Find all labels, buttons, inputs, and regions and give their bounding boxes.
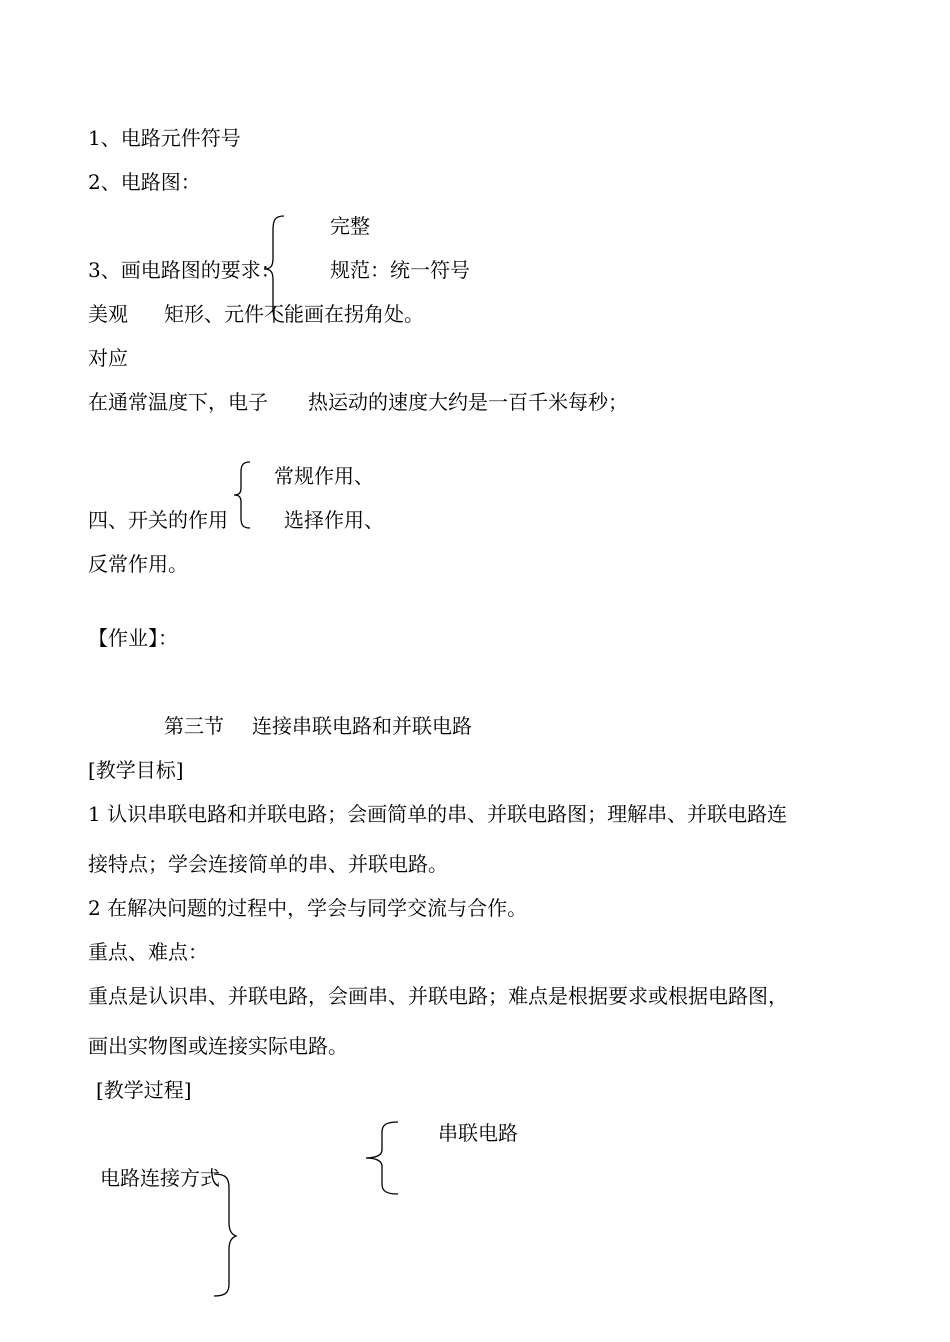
switch-reverse: 反常作用。: [88, 552, 188, 576]
electron-note-a: 在通常温度下，电子: [88, 390, 268, 414]
item-switch-function: 四、开关的作用: [88, 508, 228, 532]
item-circuit-diagram: 2、电路图：: [88, 170, 201, 194]
req-rectangle: 矩形、元件不能画在拐角处。: [164, 302, 424, 326]
req-complete: 完整: [330, 214, 370, 238]
item-circuit-symbols: 1、电路元件符号: [88, 126, 241, 150]
key-points-heading: 重点、难点：: [88, 940, 208, 964]
key-points-line-b: 画出实物图或连接实际电路。: [88, 1034, 348, 1058]
item-drawing-requirements: 3、画电路图的要求：: [88, 258, 281, 282]
goal-1-line-a: 1 认识串联电路和并联电路；会画简单的串、并联电路图；理解串、并联电路连: [88, 802, 788, 826]
series-circuit: 串联电路: [438, 1121, 518, 1145]
switch-select: 选择作用、: [284, 508, 384, 532]
teaching-goals-heading: [教学目标]: [88, 758, 184, 782]
homework-heading: 【作业】：: [88, 626, 178, 650]
electron-note-b: 热运动的速度大约是一百千米每秒；: [308, 390, 628, 414]
req-beautiful: 美观: [88, 302, 128, 326]
section-number: 第三节: [164, 714, 224, 738]
switch-normal: 常规作用、: [274, 464, 374, 488]
connection-methods: 电路连接方式: [100, 1166, 220, 1190]
goal-1-line-b: 接特点；学会连接简单的串、并联电路。: [88, 852, 448, 876]
section-title: 连接串联电路和并联电路: [252, 714, 472, 738]
brace-series: [364, 1120, 400, 1196]
teaching-process-heading: [教学过程]: [96, 1078, 192, 1102]
req-standard: 规范：统一符号: [330, 258, 470, 282]
key-points-line-a: 重点是认识串、并联电路，会画串、并联电路；难点是根据要求或根据电路图，: [88, 984, 788, 1008]
req-correspond: 对应: [88, 346, 128, 370]
goal-2: 2 在解决问题的过程中，学会与同学交流与合作。: [88, 896, 528, 920]
brace-switch: [232, 460, 252, 530]
brace-connection: [212, 1172, 238, 1298]
